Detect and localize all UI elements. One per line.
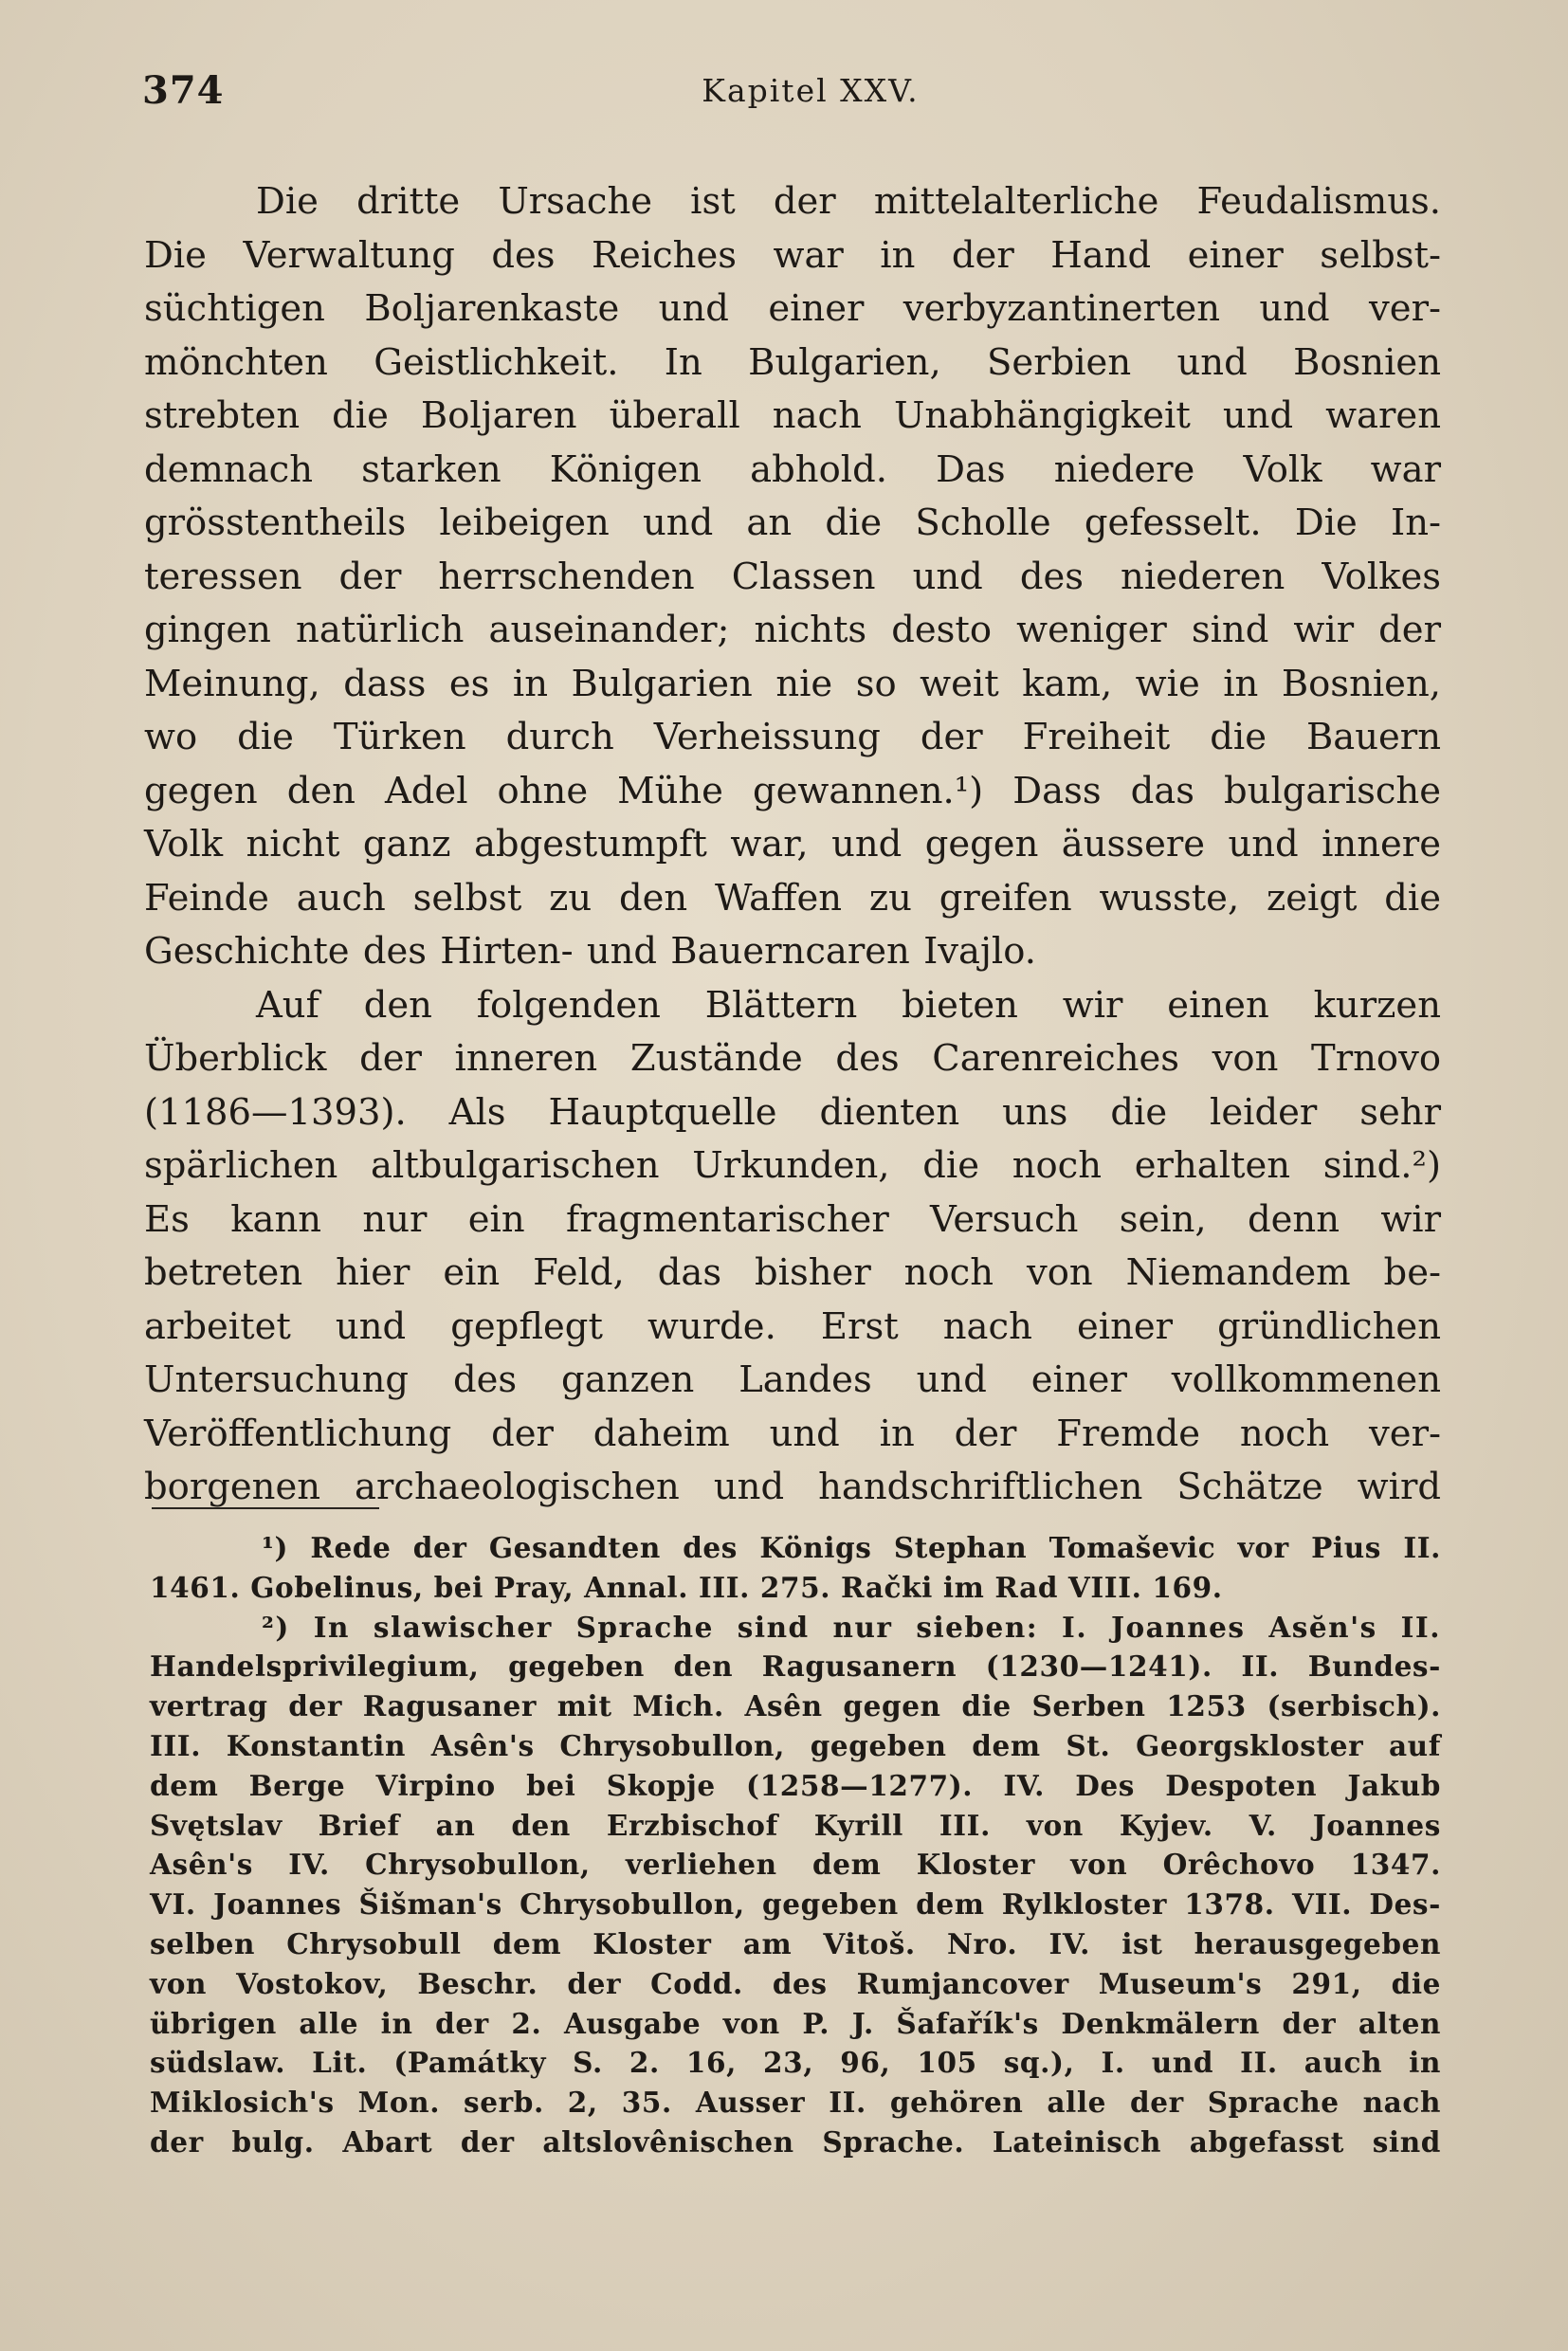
footnote-line: dem Berge Virpino bei Skopje (1258—1277). IV. Des Despoten Jakub bbox=[150, 1768, 1441, 1802]
text-line: Die dritte Ursache ist der mittelalterliche Feudalismus. bbox=[256, 180, 1441, 223]
page-header bbox=[142, 68, 1441, 116]
text-line: arbeitet und gepflegt wurde. Erst nach einer gründlichen bbox=[144, 1304, 1441, 1348]
text-line: gegen den Adel ohne Mühe gewannen.¹) Dass das bulgarische bbox=[144, 769, 1441, 812]
text-line: borgenen archaeologischen und handschriftlichen Schätze wird bbox=[144, 1466, 1441, 1508]
text-line: Feinde auch selbst zu den Waffen zu greifen wusste, zeigt die bbox=[144, 876, 1441, 920]
text-line: betreten hier ein Feld, das bisher noch von Niemandem be- bbox=[144, 1251, 1441, 1294]
footnote-line: südslaw. Lit. (Památky S. 2. 16, 23, 96, 105 sq.), I. und II. auch in bbox=[150, 2046, 1441, 2080]
footnote-line: ²) In slawischer Sprache sind nur sieben: I. Joannes Asĕn's II. bbox=[262, 1610, 1441, 1644]
footnote-line: selben Chrysobull dem Kloster am Vitoš. Nro. IV. ist herausgegeben bbox=[150, 1926, 1441, 1960]
footnote-line: übrigen alle in der 2. Ausgabe von P. J. Šafařík's Denkmälern der alten bbox=[150, 2006, 1441, 2040]
text-line: (1186—1393). Als Hauptquelle dienten uns die leider sehr bbox=[144, 1090, 1441, 1134]
text-line: süchtigen Boljarenkaste und einer verbyzantinerten und ver- bbox=[144, 287, 1441, 330]
text-line: Es kann nur ein fragmentarischer Versuch sein, denn wir bbox=[144, 1197, 1441, 1241]
text-line: Untersuchung des ganzen Landes und einer vollkommenen bbox=[144, 1358, 1441, 1401]
text-line: spärlichen altbulgarischen Urkunden, die noch erhalten sind.²) bbox=[144, 1144, 1441, 1187]
text-line: gingen natürlich auseinander; nichts desto weniger sind wir der bbox=[144, 609, 1441, 651]
text-line: teressen der herrschenden Classen und des niederen Volkes bbox=[144, 555, 1441, 598]
footnote-line: Handelsprivilegium, gegeben den Ragusanern (1230—1241). II. Bundes- bbox=[150, 1649, 1441, 1684]
footnote-line: Svętslav Brief an den Erzbischof Kyrill III. von Kyjev. V. Joannes bbox=[150, 1808, 1441, 1842]
footnote-line: VI. Joannes Šišman's Chrysobullon, gegeben dem Rylkloster 1378. VII. Des- bbox=[150, 1887, 1441, 1922]
running-head: Kapitel XXV. bbox=[702, 72, 920, 109]
text-line: demnach starken Königen abhold. Das niedere Volk war bbox=[144, 447, 1441, 491]
text-line: Volk nicht ganz abgestumpft war, und gegen äussere und innere bbox=[144, 823, 1441, 866]
footnote-line: der bulg. Abart der altslovênischen Sprache. Lateinisch abgefasst sind bbox=[150, 2124, 1441, 2159]
text-line: strebten die Boljaren überall nach Unabhängigkeit und waren bbox=[144, 394, 1441, 437]
footnote-line: vertrag der Ragusaner mit Mich. Asên gegen die Serben 1253 (serbisch). bbox=[150, 1689, 1441, 1723]
text-line: Auf den folgenden Blättern bieten wir einen kurzen bbox=[256, 983, 1441, 1027]
page-number: 374 bbox=[142, 68, 225, 113]
text-line: Geschichte des Hirten- und Bauerncaren Ivajlo. bbox=[144, 930, 1036, 973]
footnote-line: III. Konstantin Asên's Chrysobullon, gegeben dem St. Georgskloster auf bbox=[150, 1728, 1441, 1762]
footnote-line: 1461. Gobelinus, bei Pray, Annal. III. 275. Rački im Rad VIII. 169. bbox=[150, 1570, 1223, 1604]
footnote-separator bbox=[152, 1507, 379, 1509]
footnote-line: ¹) Rede der Gesandten des Königs Stephan Tomaševic vor Pius II. bbox=[262, 1531, 1441, 1564]
text-line: grösstentheils leibeigen und an die Scholle gefesselt. Die In- bbox=[144, 501, 1441, 544]
text-line: Überblick der inneren Zustände des Carenreiches von Trnovo bbox=[144, 1037, 1441, 1080]
footnotes bbox=[150, 1528, 1441, 2162]
text-line: Meinung, dass es in Bulgarien nie so weit kam, wie in Bosnien, bbox=[144, 662, 1441, 705]
text-line: Die Verwaltung des Reiches war in der Hand einer selbst- bbox=[144, 233, 1441, 277]
body-text bbox=[144, 175, 1441, 1515]
footnote-line: Asên's IV. Chrysobullon, verliehen dem Kloster von Orêchovo 1347. bbox=[150, 1848, 1441, 1882]
text-line: mönchten Geistlichkeit. In Bulgarien, Serbien und Bosnien bbox=[144, 340, 1441, 384]
text-line: wo die Türken durch Verheissung der Freiheit die Bauern bbox=[144, 716, 1441, 758]
text-line: Veröffentlichung der daheim und in der Fremde noch ver- bbox=[144, 1412, 1441, 1455]
footnote-line: Miklosich's Mon. serb. 2, 35. Ausser II. gehören alle der Sprache nach bbox=[150, 2086, 1441, 2120]
footnote-line: von Vostokov, Beschr. der Codd. des Rumjancover Museum's 291, die bbox=[150, 1966, 1441, 2000]
